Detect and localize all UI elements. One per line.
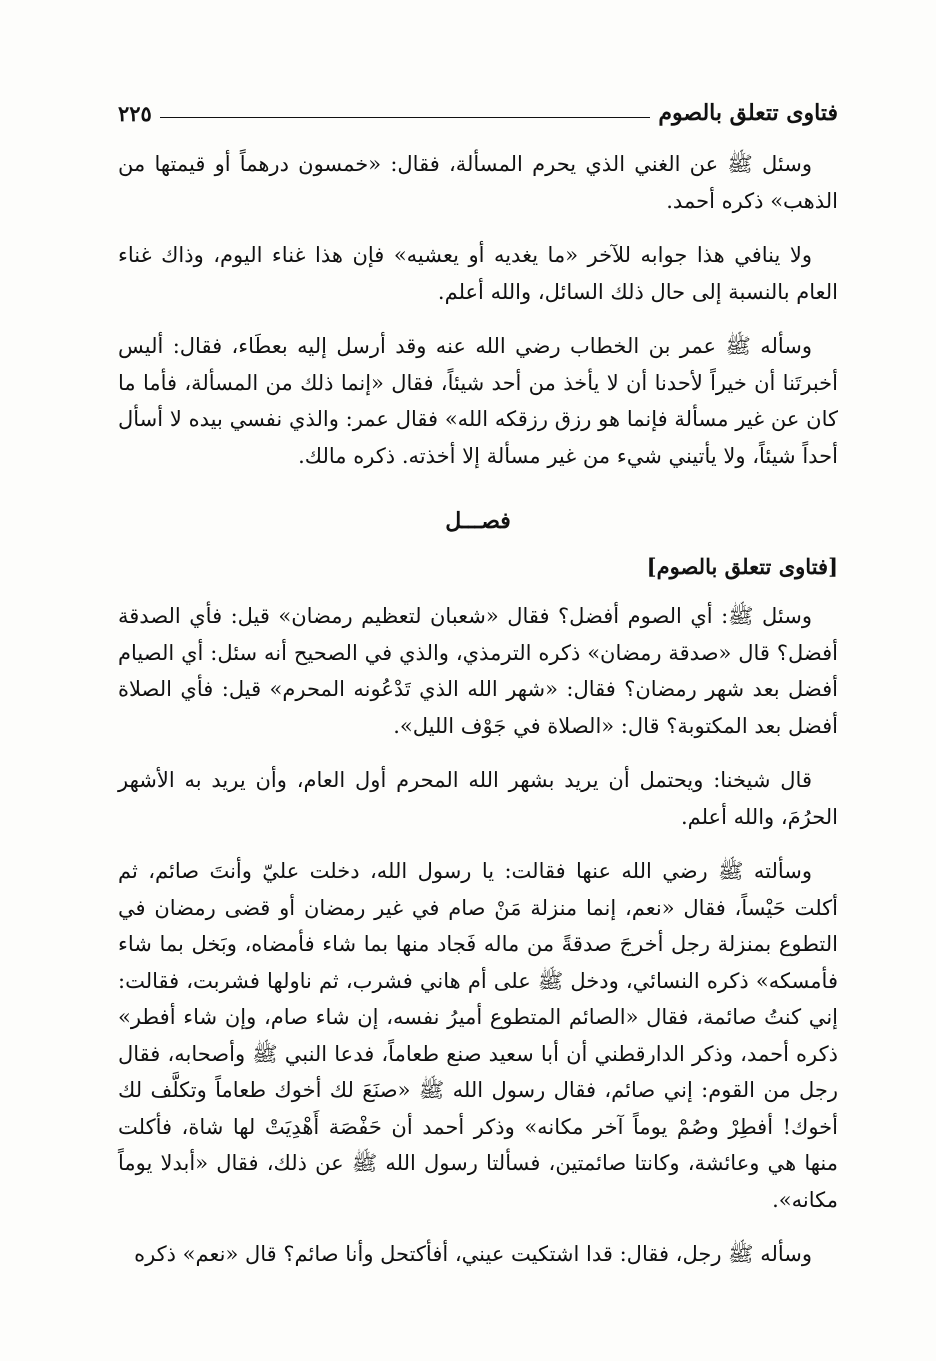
paragraph: قال شيخنا: ويحتمل أن يريد بشهر الله المحرم أول العام، وأن يريد به الأشهر الحرُمَ، والله أعلم. (118, 768, 838, 829)
paragraph: وسئل ﷺ عن الغني الذي يحرم المسألة، فقال: «خمسون درهماً أو قيمتها من الذهب» ذكره أحمد. (118, 152, 838, 213)
paragraph: وسأله ﷺ عمر بن الخطاب رضي الله عنه وقد أرسل إليه بعطَاء، فقال: أليس أخبرتَنا أن خيراً لأحدنا أن لا يأخذ من أحد شيئاً، فقال «إنما ذلك من المسألة، فأما ما كان عن غير مسألة فإنما هو رزق رزقكه الله» فقال عمر: والذي نفسي بيده لا أسأل أحداً شيئاً، ولا يأتيني شيء من غير مسألة إلا أخذته. ذكره مالك. (118, 334, 838, 468)
header-title: فتاوى تتعلق بالصوم (658, 100, 838, 126)
section-heading: [فتاوى تتعلق بالصوم] (646, 554, 838, 579)
paragraph: وسأله ﷺ رجل، فقال: قدا اشتكيت عيني، أفأكتحل وأنا صائم؟ قال «نعم» ذكره (134, 1242, 812, 1266)
paragraph: وسألته ﷺ رضي الله عنها فقالت: يا رسول الله، دخلت عليّ وأنتَ صائم، ثم أكلت حَيْساً، فقال «نعم، إنما منزلة مَنْ صام في غير رمضان أو قضى رمضان في التطوع بمنزلة رجل أخرجَ صدقةً من ماله فَجاد منها بما شاء فأمضاه، وبَخل بما شاء فأمسكه» ذكره النسائي، ودخل ﷺ على أم هاني فشرب، ثم ناولها فشربت، فقالت: إني كنتُ صائمة، فقال «الصائم المتطوع أميرُ نفسه، إن شاء صام، وإن شاء أفطر» ذكره أحمد، وذكر الدارقطني أن أبا سعيد صنع طعاماً، فدعا النبي ﷺ وأصحابه، فقال رجل من القوم: إني صائم، فقال رسول الله ﷺ «صنَعَ لك أخوك طعاماً وتكلَّف لك أخوك! أفطِرْ وصُمْ يوماً آخر مكانه» وذكر أحمد أن حَفْصَة أَهْدِيَتْ لها شاة، فأكلت منها هي وعائشة، وكانتا صائمتين، فسألتا رسول الله ﷺ عن ذلك، فقال «أبدلا يوماً مكانه». (118, 859, 838, 1212)
paragraph: ولا ينافي هذا جوابه للآخر «ما يغديه أو يعشيه» فإن هذا غناء اليوم، وذاك غناء العام بالنسبة إلى حال ذلك السائل، والله أعلم. (118, 243, 838, 304)
running-header (118, 86, 838, 126)
page-number: ٢٢٥ (118, 101, 152, 126)
page-body (118, 146, 838, 1291)
section-divider-fasl: فصـــل (445, 508, 511, 534)
paragraph: وسئل ﷺ: أي الصوم أفضل؟ فقال «شعبان لتعظيم رمضان» قيل: فأي الصدقة أفضل؟ قال «صدقة رمضان» ذكره الترمذي، والذي في الصحيح أنه سئل: أي الصيام أفضل بعد شهر رمضان؟ فقال: «شهر الله الذي تَدْعُونه المحرم» قيل: فأي الصلاة أفضل بعد المكتوبة؟ قال: «الصلاة في جَوْف الليل». (118, 604, 838, 738)
header-rule (160, 117, 651, 118)
